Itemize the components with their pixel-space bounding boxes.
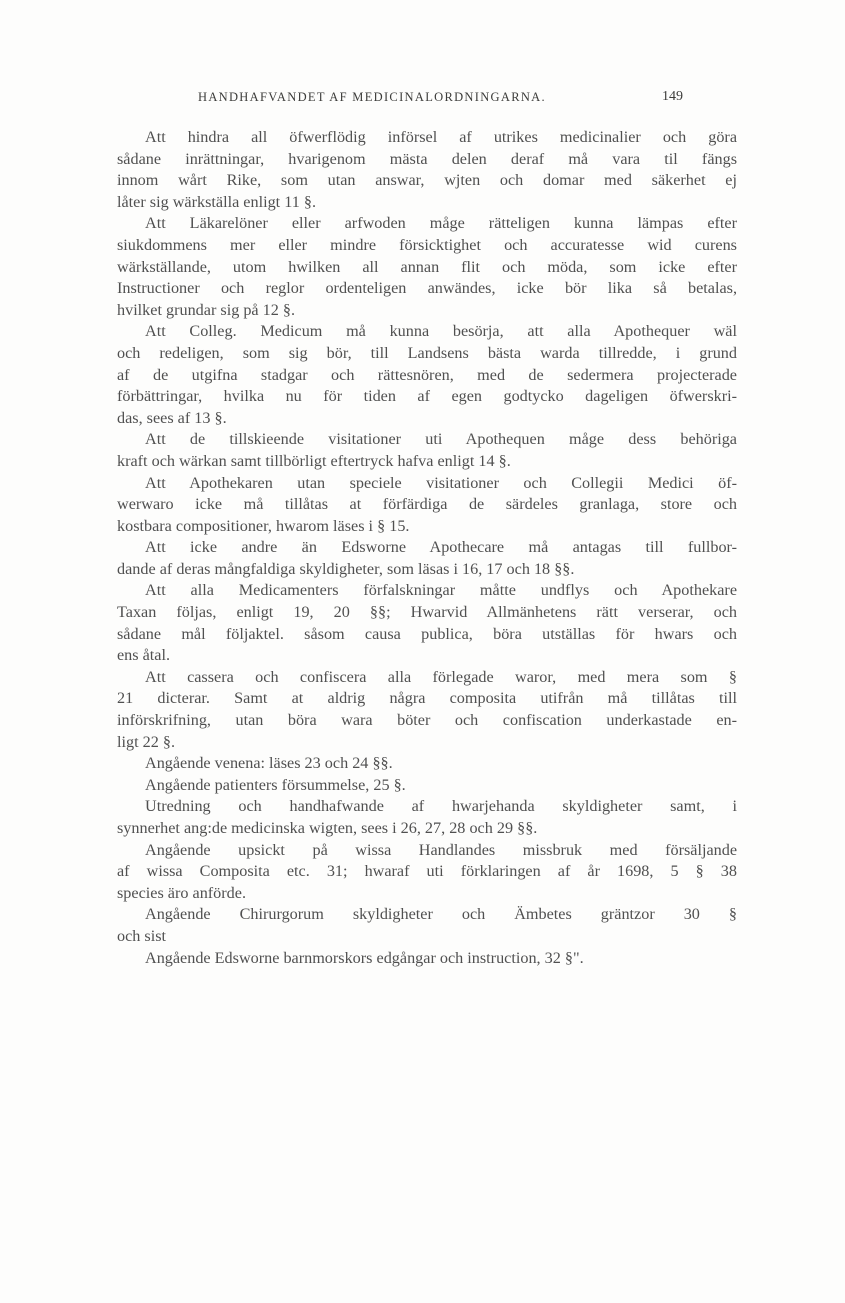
text-line: Att Colleg. Medicum må kunna besörja, att alla Apothequer wäl [145,322,737,341]
text-line: Att Apothekaren utan speciele visitationer och Collegii Medici öf- [145,473,737,492]
text-line: ligt 22 §. [117,732,176,751]
paragraph [117,904,737,947]
text-line: Angående venena: läses 23 och 24 §§. [145,754,393,773]
text-line: Att alla Medicamenters förfalskningar måtte undflys och Apothekare [145,581,737,600]
text-line: Att de tillskieende visitationer uti Apothequen måge dess behöriga [145,430,737,449]
text-line: wärkställande, utom hwilken all annan flit och möda, som icke efter [117,257,737,276]
text-line: 21 dicterar. Samt at aldrig några composita utifrån må tillåtas till [117,689,737,708]
text-line: Taxan följas, enligt 19, 20 §§; Hwarvid Allmänhetens rätt verserar, och [117,603,737,622]
text-line: af wissa Composita etc. 31; hwaraf uti förklaringen af år 1698, 5 § 38 [117,862,737,881]
paragraph [117,753,737,775]
text-line: sådane inrättningar, hvarigenom mästa delen deraf må vara til fängs [117,149,737,168]
text-line: Att hindra all öfwerflödig införsel af utrikes medicinalier och göra [145,128,737,146]
text-line: species äro anförde. [117,883,246,902]
text-line: das, sees af 13 §. [117,408,227,427]
running-head [198,90,683,114]
paragraph [117,948,737,970]
paragraph [117,429,737,472]
paragraph [117,796,737,839]
text-line: af de utgifna stadgar och rättesnören, med de sedermera projecterade [117,365,737,384]
text-line: sådane mål följaktel. såsom causa publica, böra utställas för hwars och [117,624,737,643]
paragraph [117,213,737,321]
text-line: låter sig wärkställa enligt 11 §. [117,192,316,211]
text-line: införskrifning, utan böra wara böter och confiscation underkastade en- [117,711,737,730]
text-line: Angående Chirurgorum skyldigheter och Ämbetes gräntzor 30 § [145,905,737,924]
text-line: och redeligen, som sig bör, till Landsens bästa warda tillredde, i grund [117,343,737,362]
text-line: kostbara compositioner, hwarom läses i § 15. [117,516,410,535]
text-line: Utredning och handhafwande af hwarjehanda skyldigheter samt, i [145,797,737,816]
text-line: werwaro icke må tillåtas at förfärdiga de särdeles granlaga, store och [117,495,737,514]
paragraph [117,473,737,538]
text-line: Angående patienters försummelse, 25 §. [145,775,406,794]
paragraph [117,321,737,429]
text-line: hvilket grundar sig på 12 §. [117,300,296,319]
text-line: förbättringar, hvilka nu för tiden af egen godtycko dageligen öfwerskri- [117,387,737,406]
text-line: ens åtal. [117,646,171,665]
paragraph [117,667,737,753]
text-line: Angående Edsworne barnmorskors edgångar och instruction, 32 §". [145,948,584,967]
body-text [117,127,737,969]
paragraph [117,775,737,797]
paragraph [117,127,737,213]
paragraph [117,537,737,580]
text-line: dande af deras mångfaldiga skyldigheter, som läsas i 16, 17 och 18 §§. [117,559,575,578]
text-line: kraft och wärkan samt tillbörligt eftertryck hafva enligt 14 §. [117,451,511,470]
text-line: Att icke andre än Edsworne Apothecare må antagas till fullbor- [145,538,737,557]
text-line: Att cassera och confiscera alla förlegade waror, med mera som § [145,667,737,686]
paragraph [117,840,737,905]
text-line: Instructioner och reglor ordenteligen anwändes, icke bör lika så betalas, [117,279,737,298]
text-line: siukdommens mer eller mindre försicktighet och accuratesse wid curens [117,235,737,254]
text-line: och sist [117,926,167,945]
paragraph [117,580,737,666]
text-line: innom wårt Rike, som utan answar, wjten och domar med säkerhet ej [117,171,737,190]
text-line: Angående upsickt på wissa Handlandes missbruk med försäljande [145,840,737,859]
text-line: Att Läkarelöner eller arfwoden måge rätteligen kunna lämpas efter [145,214,737,233]
page-number: 149 [662,89,683,104]
running-title: HANDHAFVANDET AF MEDICINALORDNINGARNA. [198,90,546,104]
text-line: synnerhet ang:de medicinska wigten, sees i 26, 27, 28 och 29 §§. [117,819,538,837]
